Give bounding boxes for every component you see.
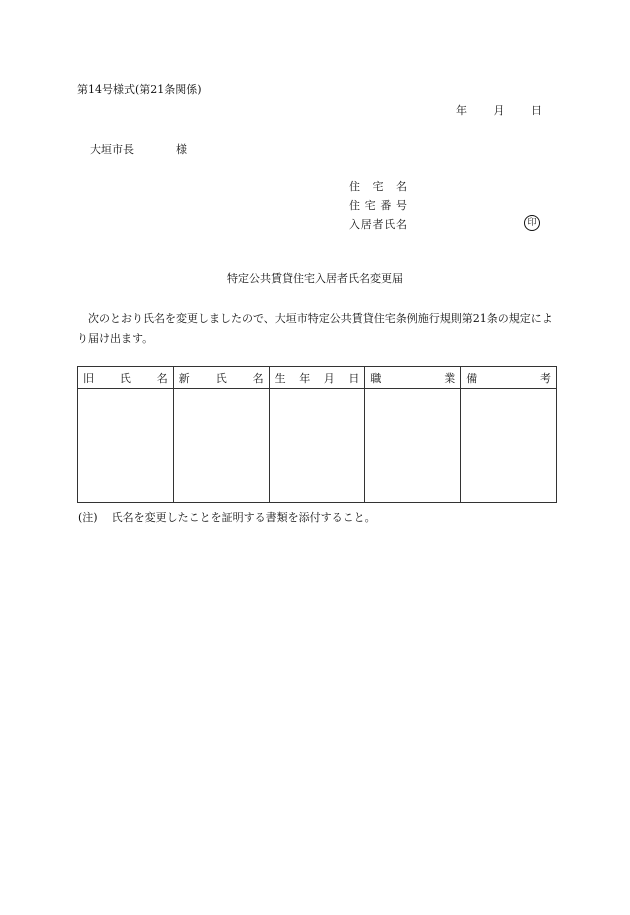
note-text: 氏名を変更したことを証明する書類を添付すること。 — [111, 511, 376, 524]
header-occupation: 職 業 — [365, 367, 461, 389]
addressee-honorific: 様 — [176, 143, 187, 156]
cell-remarks[interactable] — [461, 389, 557, 503]
date-day: 日 — [531, 104, 542, 117]
name-change-table — [77, 366, 557, 503]
addressee-name: 大垣市長 — [90, 143, 134, 156]
date-month: 月 — [493, 104, 505, 117]
seal-mark: 印 — [524, 215, 540, 231]
header-new-name: 新 氏 名 — [173, 367, 269, 389]
resident-name-label: 入 居 者 氏 名 — [349, 217, 407, 231]
body-text: 次のとおり氏名を変更しましたので、大垣市特定公共賃貸住宅条例施行規則第21条の規定により届け出ます。 — [77, 312, 553, 345]
form-number: 第14号様式(第21条関係) — [77, 83, 202, 96]
applicant-row-resident-name — [349, 215, 407, 234]
cell-old-name[interactable] — [78, 389, 174, 503]
cell-birth-date[interactable] — [269, 389, 365, 503]
addressee — [90, 143, 187, 157]
applicant-block — [349, 177, 407, 234]
header-old-name: 旧 氏 名 — [78, 367, 174, 389]
residence-name-label: 住 宅 名 — [349, 179, 407, 193]
applicant-row-residence-number — [349, 196, 407, 215]
table-row — [78, 389, 557, 503]
cell-occupation[interactable] — [365, 389, 461, 503]
date-line — [456, 104, 542, 118]
header-remarks: 備 考 — [461, 367, 557, 389]
note — [78, 511, 376, 525]
note-marker: (注) — [78, 511, 98, 524]
header-birth-date: 生 年 月 日 — [269, 367, 365, 389]
applicant-row-residence-name — [349, 177, 407, 196]
date-year: 年 — [456, 104, 467, 117]
table-header-row — [78, 367, 557, 389]
document-title: 特定公共賃貸住宅入居者氏名変更届 — [227, 272, 403, 285]
residence-number-label: 住 宅 番 号 — [349, 198, 407, 212]
cell-new-name[interactable] — [173, 389, 269, 503]
